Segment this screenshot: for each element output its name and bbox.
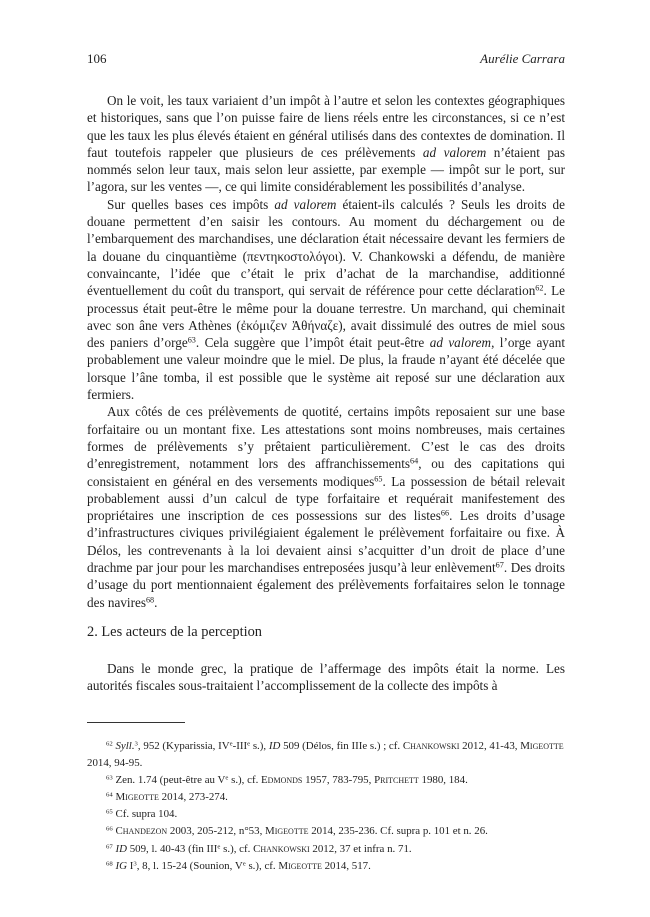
footnote-64: $^{64}$ Migeotte 2014, 273-274. (106, 791, 228, 804)
footnote-ref-64[interactable]: 64 (410, 456, 419, 466)
footnote-63: $^{63}$ Zen. 1.74 (peut-être au Ve s.), cf. Edmonds 1957, 783-795, Pritchett 1980, 184. (106, 774, 468, 787)
section-text (87, 660, 565, 695)
footnote-separator (87, 722, 185, 723)
footnote-ref-63[interactable]: 63 (187, 335, 196, 345)
paragraph-4: Dans le monde grec, la pratique de l’affermage des impôts était la norme. Les autorités fiscales sous-traitaient l’accomplissement de la collecte des impôts à (87, 661, 565, 694)
footnote-ref-65[interactable]: 65 (374, 474, 383, 484)
footnote-66: $^{66}$ Chandezon 2003, 205-212, n°53, Migeotte 2014, 235-236. Cf. supra p. 101 et n. 26. (106, 825, 488, 838)
paragraph-2: Sur quelles bases ces impôts ad valorem étaient-ils calculés ? Seuls les droits de douane permettent d’en saisir les contours. Au moment du déchargement ou de l’embarquement des marchandises, une déclaration était nécessaire devant les fermiers de la douane du cinquantième (πεντηκοστολόγοι). V. Chankowski a défendu, de manière convaincante, l’idée que c’était le prix d’achat de la marchandise, additionné éventuellement du coût du transport, qui servait de référence pour cette déclaration$^{62}$. Le processus était peut-être le même pour la douane terrestre. Un marchand, qui cheminait avec son âne vers Athènes (ἐκόμιζεν Ἀθήναζε), avait dissimulé des outres de miel sous des paniers d’orge$^{63}$. Cela suggère que l’impôt était peut-être ad valorem, l’orge ayant probablement une valeur moindre que le miel. De plus, la fraude n’ayant été décelée que lorsque l’âne tomba, il est possible que le système ait reposé sur une déclaration aux fermiers. (87, 196, 566, 403)
page-header (87, 51, 565, 69)
footnote-68: $^{68}$ IG $I^3$, 8, l. 15-24 (Sounion, Ve s.), cf. Migeotte 2014, 517. (106, 859, 371, 872)
footnote-ref-62[interactable]: 62 (535, 283, 544, 293)
footnote-ref-67[interactable]: 67 (495, 560, 504, 570)
paragraph-1: On le voit, les taux variaient d’un impôt à l’autre et selon les contextes géographiques et historiques, sans que l’on puisse faire de liens réels entre les circonstances, si ce n’est que les taux les plus élevés étaient en général utilisés dans des contextes de domination. Il faut toutefois rappeler que plusieurs de ces prélèvements ad valorem n’étaient pas nommés selon leur taux, mais selon leur assiette, par exemple — impôt sur le port, sur l’agora, sur les ventes —, ce qui limite considérablement les possibilités d’analyse. (87, 93, 565, 195)
footnote-ref-66[interactable]: 66 (440, 508, 450, 518)
paragraph-3: Aux côtés de ces prélèvements de quotité, certains impôts reposaient sur une base forfaitaire ou un montant fixe. Les attestations sont moins nombreuses, mais certaines formes de prélèvements s’y prêtaient particulièrement. C’est le cas des droits d’enregistrement, notamment lors des affranchissements$^{64}$, ou des capitations qui consistaient en général en des versements modiques$^{65}$. La possession de bétail relevait probablement aussi d’un calcul de type forfaitaire et requérait manifestement des propriétaires une inscription de ces possessions sur des listes$^{66}$. Les droits d’usage d’infrastructures civiques privilégiaient également le prélèvement forfaitaire ou fixe. À Délos, les contrevenants à la loi devaient ainsi s’acquitter d’un droit de place d’une drachme par jour pour les marchandises entreposées jusqu’à leur enlèvement$^{67}$. Des droits d’usage du port mentionnaient également des prélèvements forfaitaires selon le tonnage des navires$^{68}$. (87, 404, 566, 610)
footnote-62: $^{62}$ Syll.$^3$, 952 (Kyparissia, IVe-IIIe s.), ID 509 (Délos, fin IIIe s.) ; cf. Chankowski 2012, 41-43, Migeotte 2014, 94-95. (87, 740, 564, 770)
footnote-ref-68[interactable]: 68 (145, 595, 155, 605)
footnote-65: $^{65}$ Cf. supra 104. (106, 808, 178, 821)
section-heading: 2. Les acteurs de la perception (87, 624, 263, 640)
footnotes (87, 738, 565, 875)
running-head-author: Aurélie Carrara (480, 51, 565, 66)
page-number: 106 (87, 51, 107, 66)
main-text (87, 92, 565, 611)
footnote-67: $^{67}$ ID 509, l. 40-43 (fin IIIe s.), cf. Chankowski 2012, 37 et infra n. 71. (106, 842, 412, 855)
